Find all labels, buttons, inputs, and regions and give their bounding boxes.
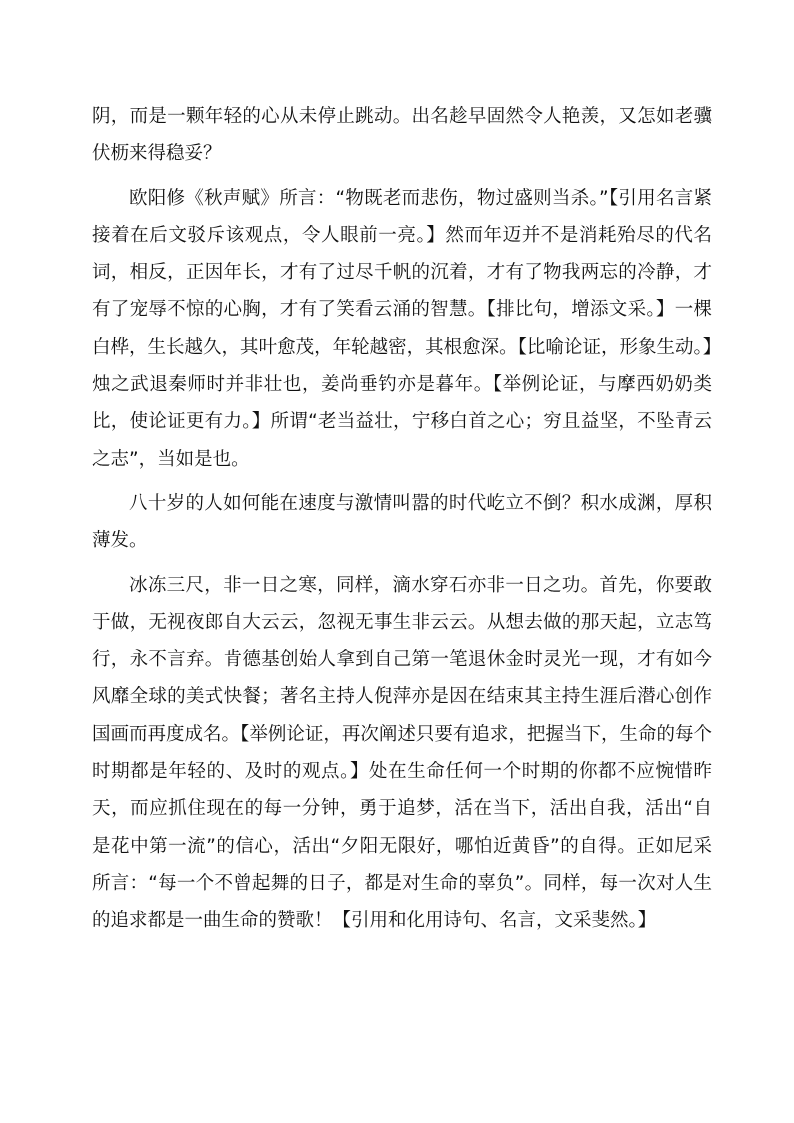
paragraph-gap [92, 173, 712, 180]
paragraph-1: 阴，而是一颗年轻的心从未停止跳动。出名趁早固然令人艳羡，又怎如老骥伏枥来得稳妥？ [92, 106, 712, 165]
paragraph-gap [92, 560, 712, 567]
paragraph-4: 冰冻三尺，非一日之寒，同样，滴水穿石亦非一日之功。首先，你要敢于做，无视夜郎自大云云，忽视无事生非云云。从想去做的那天起，立志笃行，永不言弃。肯德基创始人拿到自己第一笔退休金时灵光一现，才有如今风靡全球的美式快餐；著名主持人倪萍亦是因在结束其主持生涯后潜心创作国画而再度成名。【举例论证，再次阐述只要有追求，把握当下，生命的每个时期都是年轻的、及时的观点。】处在生命任何一个时期的你都不应惋惜昨天，而应抓住现在的每一分钟，勇于追梦，活在当下，活出自我，活出“自是花中第一流”的信心，活出“夕阳无限好，哪怕近黄昏”的自得。正如尼采所言：“每一个不曾起舞的日子，都是对生命的辜负”。同样，每一次对人生的追求都是一曲生命的赞歌！【引用和化用诗句、名言，文采斐然。】 [92, 574, 712, 932]
essay-body [92, 98, 712, 940]
paragraph-2: 欧阳修《秋声赋》所言：“物既老而悲伤，物过盛则当杀。”【引用名言紧接着在后文驳斥该观点，令人眼前一亮。】然而年迈并不是消耗殆尽的代名词，相反，正因年长，才有了过尽千帆的沉着，才有了物我两忘的冷静，才有了宠辱不惊的心胸，才有了笑看云涌的智慧。【排比句，增添文采。】一棵白桦，生长越久，其叶愈茂，年轮越密，其根愈深。【比喻论证，形象生动。】烛之武退秦师时并非壮也，姜尚垂钓亦是暮年。【举例论证，与摩西奶奶类比，使论证更有力。】所谓“老当益壮，宁移白首之心；穷且益坚，不坠青云之志”，当如是也。 [92, 187, 712, 470]
paragraph-3: 八十岁的人如何能在速度与激情叫嚣的时代屹立不倒？积水成渊，厚积薄发。 [92, 492, 712, 552]
paragraph-gap [92, 478, 712, 485]
